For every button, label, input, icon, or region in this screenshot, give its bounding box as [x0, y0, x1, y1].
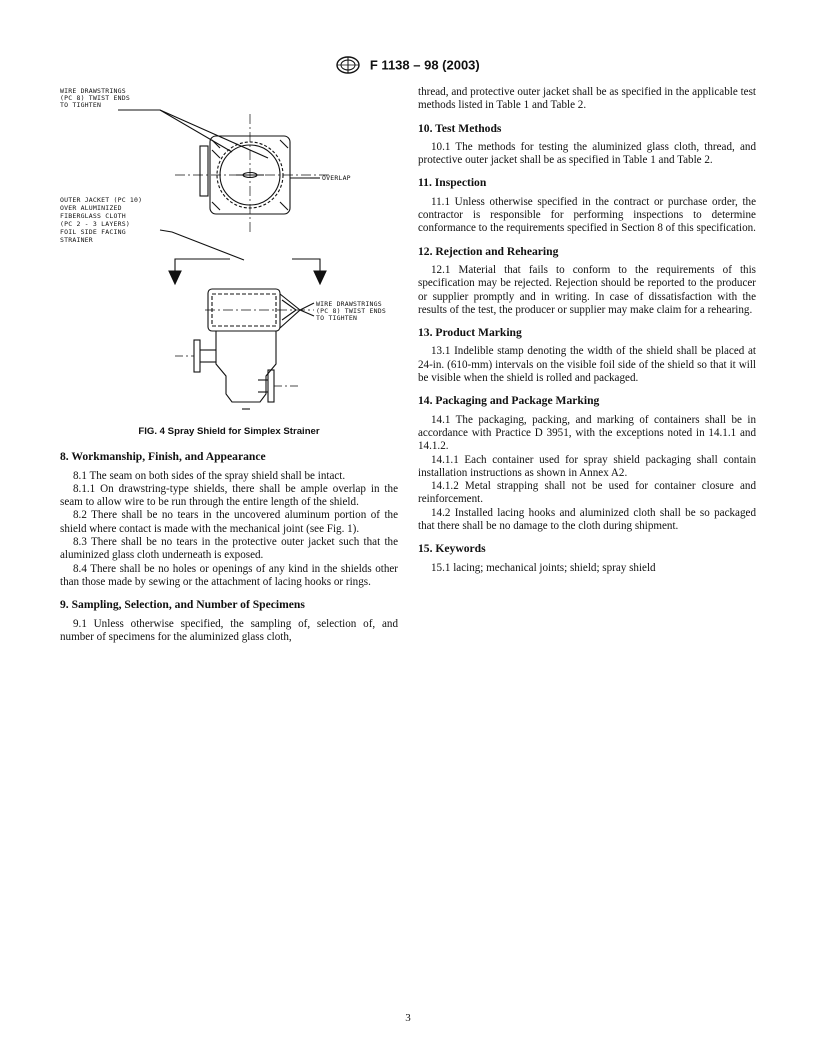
- paragraph: 13.1 Indelible stamp denoting the width of the shield shall be placed at 24-in. (610-mm) intervals on the visible foil side of the shield so that it will be visible when the shield is rolled and packaged.: [418, 345, 756, 385]
- paragraph-continued: thread, and protective outer jacket shall be as specified in the applicable test methods listed in Table 1 and Table 2.: [418, 86, 756, 112]
- paragraph: 14.1.2 Metal strapping shall not be used for container closure and reinforcement.: [418, 480, 756, 506]
- label-outer-jacket: OUTER JACKET (PC 10) OVER ALUMINIZED FIBERGLASS CLOTH (PC 2 - 3 LAYERS) FOIL SIDE FACING STRAINER: [60, 196, 143, 244]
- paragraph: 15.1 lacing; mechanical joints; shield; spray shield: [431, 561, 656, 574]
- page-header: [0, 56, 816, 74]
- section-10-heading: 10. Test Methods: [418, 121, 502, 135]
- paragraph: 9.1 Unless otherwise specified, the sampling of, selection of, and number of specimens for the aluminized glass cloth,: [60, 617, 398, 643]
- section-13-heading: 13. Product Marking: [418, 326, 522, 340]
- paragraph: 8.3 There shall be no tears in the protective outer jacket such that the aluminized glass cloth underneath is exposed.: [60, 536, 398, 562]
- paragraph: 8.1.1 On drawstring-type shields, there shall be ample overlap in the seam to allow wire to be run through the entire length of the shield.: [60, 482, 398, 509]
- astm-logo-icon: [336, 56, 360, 74]
- paragraph: 11.1 Unless otherwise specified in the contract or purchase order, the contractor is responsible for performing inspections to determine conformance to the requirements specified in Section 8 of this specification.: [418, 195, 756, 235]
- spray-shield-drawing: [60, 84, 398, 422]
- section-15-heading: 15. Keywords: [418, 542, 486, 556]
- section-11-heading: 11. Inspection: [418, 176, 487, 190]
- section-9-heading: 9. Sampling, Selection, and Number of Specimens: [60, 598, 305, 612]
- paragraph: 12.1 Material that fails to conform to the requirements of this specification may be rejected. Rejection should be reported to the producer or supplier promptly and in writing. In case of dissatisfaction with the results of the test, the producer or supplier may make claim for a rehearing.: [418, 263, 756, 316]
- figure-caption: FIG. 4 Spray Shield for Simplex Strainer: [138, 426, 320, 437]
- section-8-heading: 8. Workmanship, Finish, and Appearance: [60, 450, 266, 464]
- page-number: 3: [405, 1012, 411, 1024]
- paragraph: 8.2 There shall be no tears in the uncovered aluminum portion of the shield where contact is made with the mechanical joint (see Fig. 1).: [60, 509, 398, 535]
- label-drawstrings-top: WIRE DRAWSTRINGS (PC 8) TWIST ENDS TO TIGHTEN: [60, 87, 130, 109]
- paragraph: 14.1.1 Each container used for spray shield packaging shall contain installation instructions as shown in Annex A2.: [418, 453, 756, 479]
- section-14-heading: 14. Packaging and Package Marking: [418, 394, 600, 408]
- left-column: [60, 84, 398, 644]
- paragraph: 14.1 The packaging, packing, and marking of containers shall be in accordance with Practice D 3951, with the exceptions noted in 14.1.1 and 14.1.2.: [418, 413, 756, 453]
- label-overlap: OVERLAP: [322, 174, 351, 182]
- paragraph: 8.1 The seam on both sides of the spray shield shall be intact.: [73, 469, 346, 482]
- paragraph: 10.1 The methods for testing the aluminized glass cloth, thread, and protective outer jacket shall be as specified in Table 1 and Table 2.: [418, 140, 756, 167]
- paragraph: 14.2 Installed lacing hooks and aluminized cloth shall be so packaged that there shall be no damage to the cloth during shipment.: [418, 506, 756, 533]
- figure-4: [60, 84, 398, 422]
- paragraph: 8.4 There shall be no holes or openings of any kind in the shields other than those made by sewing or the attachment of lacing hooks or rings.: [60, 562, 398, 588]
- label-drawstrings-side: WIRE DRAWSTRINGS (PC 8) TWIST ENDS TO TIGHTEN: [316, 300, 386, 322]
- right-column: [418, 86, 756, 575]
- doc-code: F 1138 – 98 (2003): [369, 57, 480, 73]
- section-12-heading: 12. Rejection and Rehearing: [418, 244, 559, 258]
